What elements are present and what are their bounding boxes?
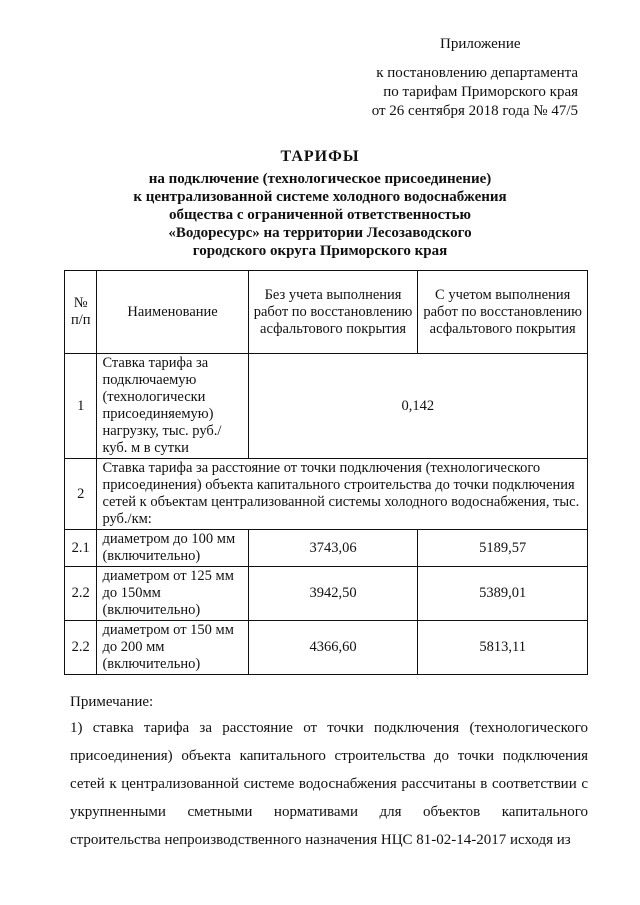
table-row <box>65 459 588 530</box>
table-row <box>65 354 588 459</box>
row-name: диаметром от 150 мм до 200 мм (включительно) <box>97 621 248 675</box>
row-value-1: 3743,06 <box>248 530 418 567</box>
header-num: № п/п <box>65 271 97 354</box>
row-value-1: 4366,60 <box>248 621 418 675</box>
row-name: диаметром от 125 мм до 150мм (включительно) <box>97 567 248 621</box>
title-line-1: на подключение (технологическое присоединение) <box>148 171 492 187</box>
appendix-label: Приложение <box>440 36 521 52</box>
title-main: ТАРИФЫ <box>280 148 360 165</box>
row-name: Ставка тарифа за подключаемую (технологически присоединяемую) нагрузку, тыс. руб./куб. м в сутки <box>97 354 248 459</box>
row-value-merged: 0,142 <box>248 354 587 459</box>
table-row <box>65 530 588 567</box>
title-line-5: городского округа Приморского края <box>192 243 448 259</box>
header-name: Наименование <box>97 271 248 354</box>
row-num: 2.2 <box>65 621 97 675</box>
row-name: Ставка тарифа за расстояние от точки подключения (технологического присоединения) объекта капитального строительства до точки подключения сетей к объектам централизованной системы холодного водоснабжения, тыс. руб./км: <box>97 459 588 530</box>
row-num: 2.2 <box>65 567 97 621</box>
table-header-row <box>65 271 588 354</box>
table-row <box>65 567 588 621</box>
title-line-4: «Водоресурс» на территории Лесозаводского <box>168 225 472 241</box>
title-line-3: общества с ограниченной ответственностью <box>169 207 471 223</box>
table-row <box>65 621 588 675</box>
tariff-table <box>64 270 588 675</box>
ref-line-3: от 26 сентября 2018 года № 47/5 <box>371 103 578 119</box>
note-title: Примечание: <box>70 694 154 710</box>
note-text: 1) ставка тарифа за расстояние от точки подключения (технологического присоединения) объекта капитального строительства до точки подключения сетей к централизованной системе водоснабжения рассчитаны в соответствии с укрупненными сметными нормативами для объектов капитального строительства непроизводственного назначения НЦС 81-02-14-2017 исходя из <box>70 720 588 848</box>
row-num: 1 <box>65 354 97 459</box>
ref-line-1: к постановлению департамента <box>376 65 578 81</box>
row-value-2: 5813,11 <box>418 621 588 675</box>
title-line-2: к централизованной системе холодного водоснабжения <box>133 189 507 205</box>
row-num: 2.1 <box>65 530 97 567</box>
row-value-2: 5389,01 <box>418 567 588 621</box>
row-value-1: 3942,50 <box>248 567 418 621</box>
row-value-2: 5189,57 <box>418 530 588 567</box>
resolution-reference <box>372 64 578 121</box>
document-title <box>0 148 640 260</box>
row-num: 2 <box>65 459 97 530</box>
header-col2: С учетом выполнения работ по восстановлению асфальтового покрытия <box>418 271 588 354</box>
ref-line-2: по тарифам Приморского края <box>383 84 578 100</box>
header-col1: Без учета выполнения работ по восстановлению асфальтового покрытия <box>248 271 418 354</box>
row-name: диаметром до 100 мм (включительно) <box>97 530 248 567</box>
